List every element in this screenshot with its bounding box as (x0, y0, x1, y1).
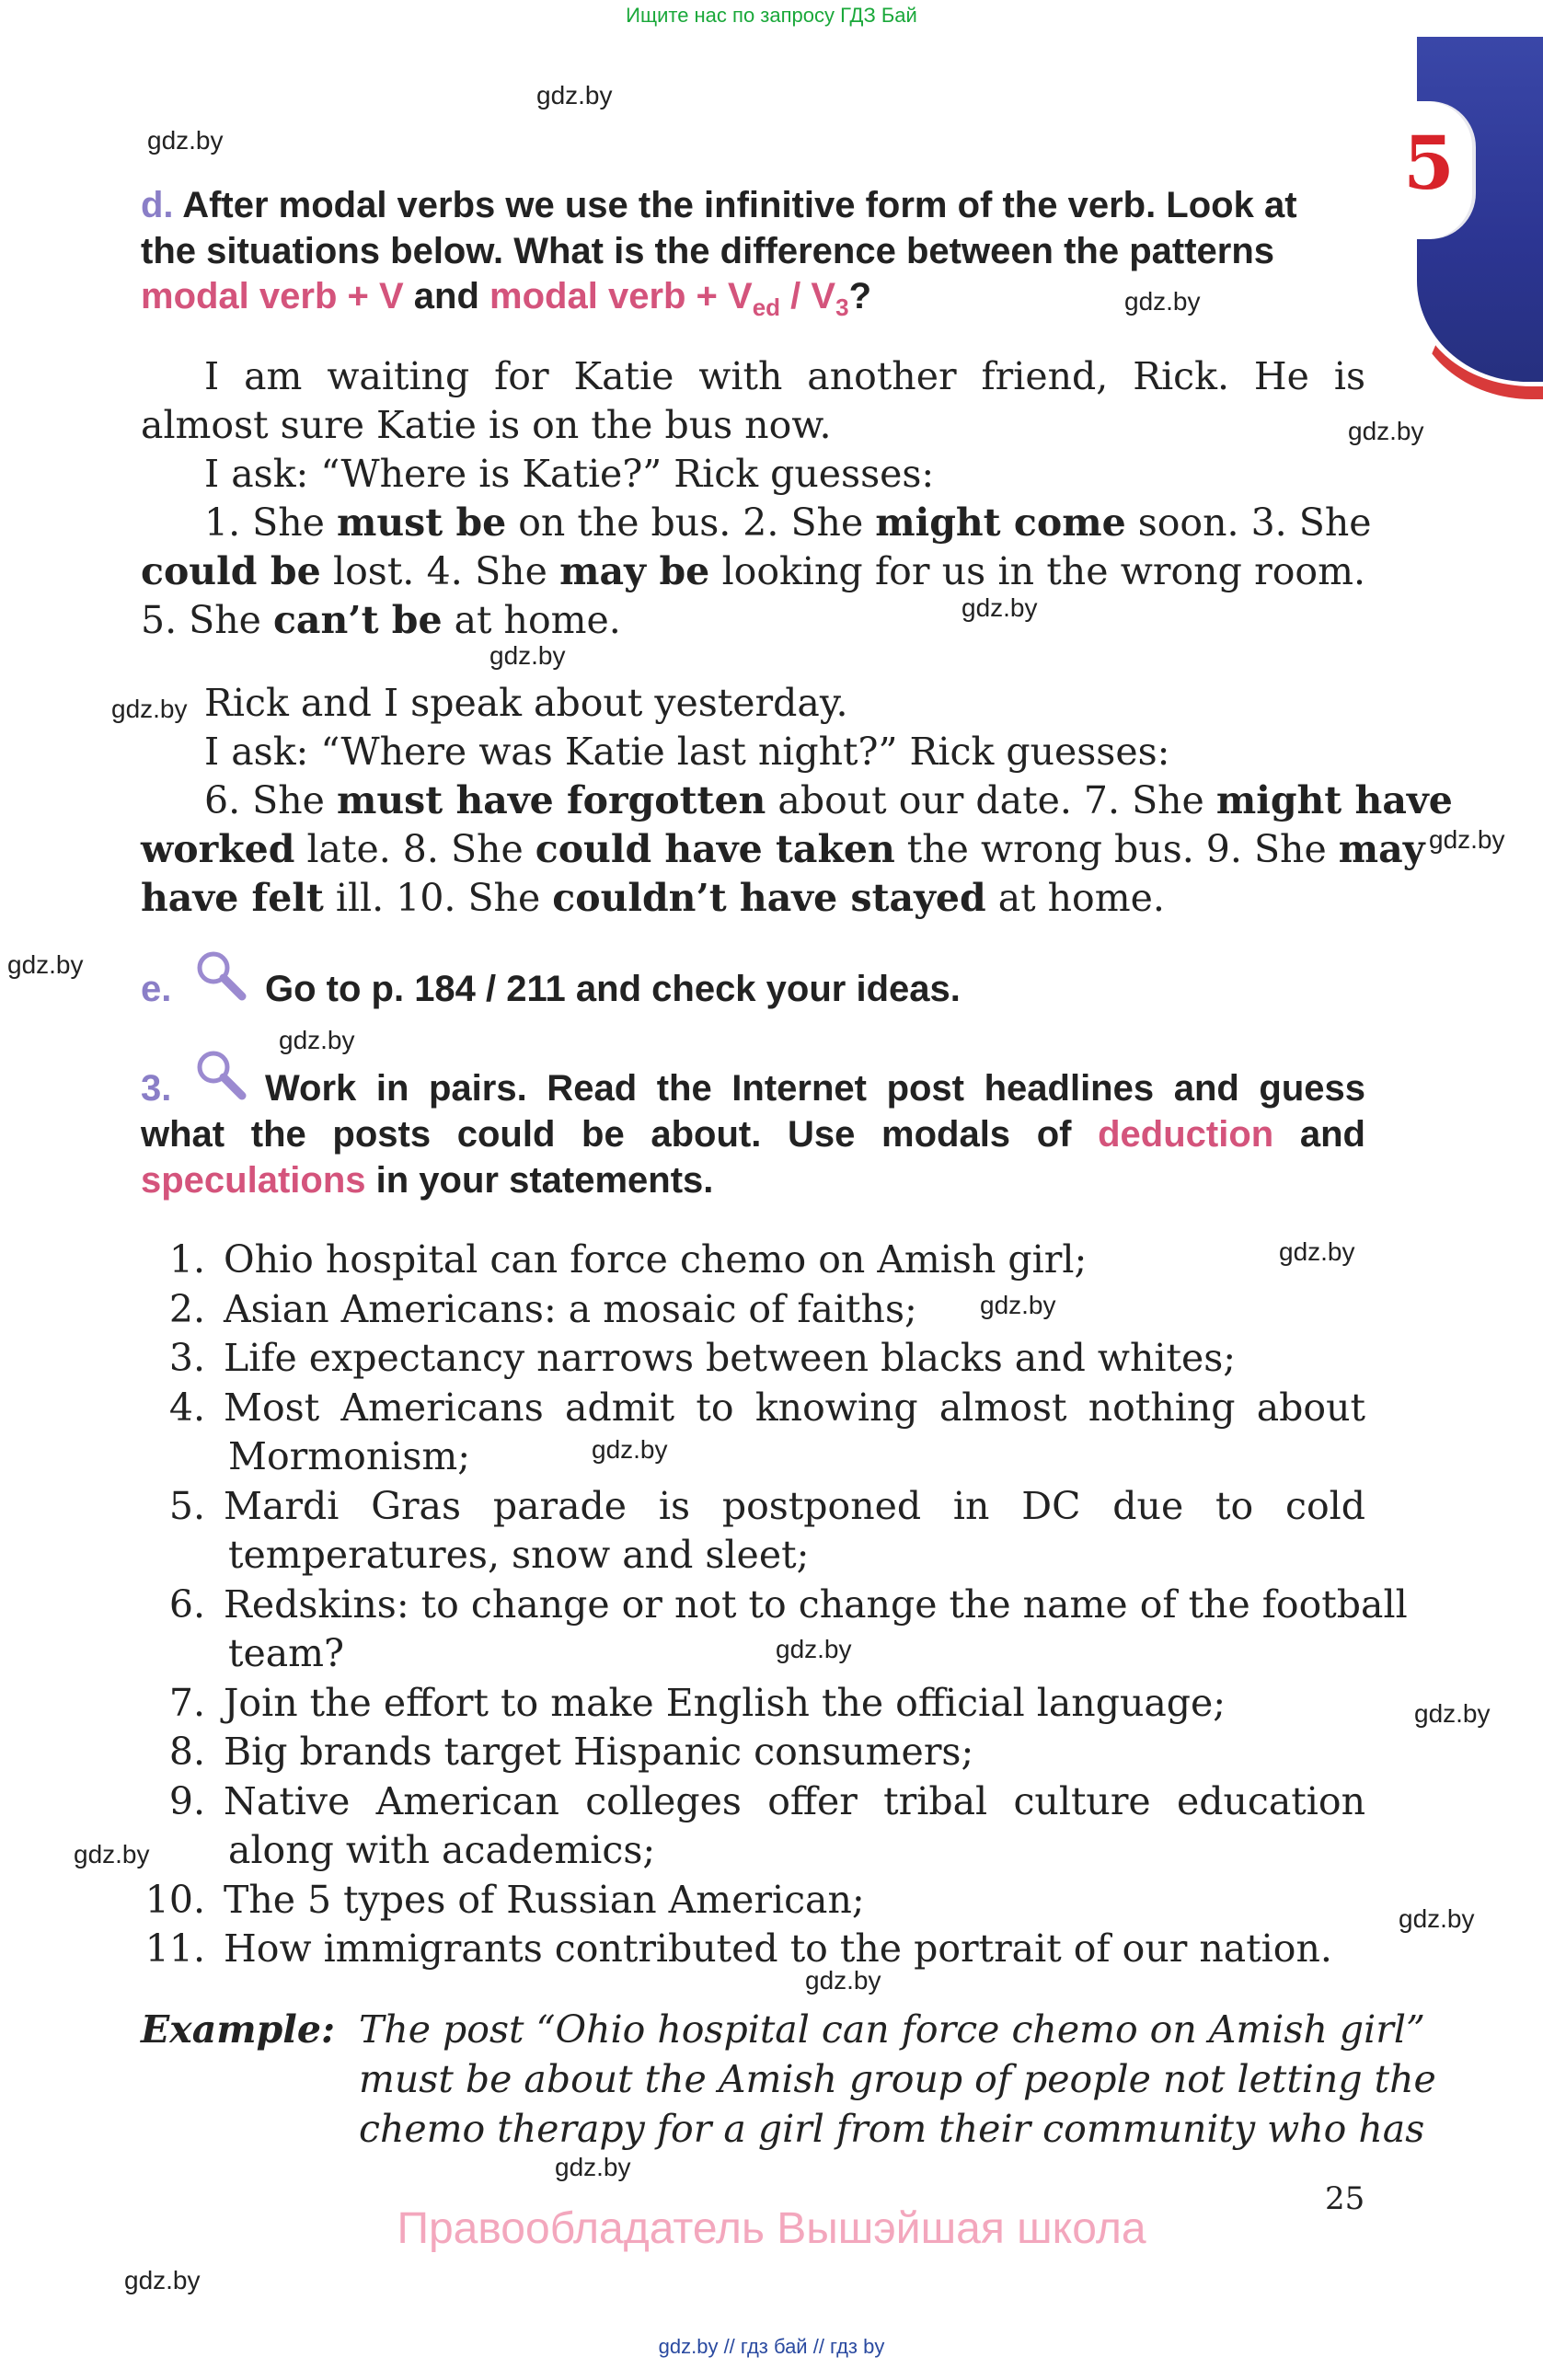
magnifier-icon (193, 1047, 248, 1102)
text2-guesses-line: worked late. 8. She could have taken the wrong bus. 9. She may (141, 827, 1425, 871)
watermark: gdz.by (1429, 825, 1505, 854)
watermark: gdz.by (147, 126, 224, 155)
headline-text: Redskins: to change or not to change the name of the football (224, 1581, 1408, 1627)
example-line: must be about the Amish group of people not letting the (359, 2057, 1436, 2101)
task-3-label: 3. (141, 1068, 172, 1109)
task-e-text: Go to p. 184 / 211 and check your ideas. (265, 969, 961, 1009)
headline-text: team? (228, 1631, 345, 1675)
headline-text: Mardi Gras parade is postponed in DC due to cold (224, 1483, 1365, 1528)
headline-text: Most Americans admit to knowing almost nothing about (224, 1385, 1365, 1430)
task-3-line-2: what the posts could be about. Use modals of deduction and (141, 1114, 1365, 1155)
headline-number: 1. (168, 1237, 205, 1282)
watermark: gdz.by (961, 593, 1038, 622)
task-3-line-3: speculations in your statements. (141, 1160, 714, 1201)
magnifier-icon (193, 948, 248, 1003)
pattern-1: modal verb + V (141, 276, 404, 316)
headline-text: Asian Americans: a mosaic of faiths; (224, 1286, 917, 1331)
headline-number: 2. (168, 1286, 205, 1331)
watermark: gdz.by (1279, 1237, 1355, 1266)
headline-text: Ohio hospital can force chemo on Amish girl; (224, 1237, 1088, 1282)
watermark: gdz.by (1414, 1699, 1491, 1728)
bottom-note: gdz.by // гдз бай // гдз by (658, 2335, 885, 2358)
task-d-line-2: the situations below. What is the difference between the patterns (141, 231, 1275, 271)
watermark: gdz.by (555, 2153, 631, 2181)
watermark: gdz.by (7, 950, 84, 979)
example-line: The post “Ohio hospital can force chemo on Amish girl” (359, 2007, 1425, 2052)
headline-text: Life expectancy narrows between blacks and whites; (224, 1336, 1237, 1380)
headline-text: Big brands target Hispanic consumers; (224, 1730, 974, 1774)
watermark: gdz.by (111, 695, 188, 723)
text2-guesses-line: 6. She must have forgotten about our date. 7. She might have (204, 778, 1453, 822)
unit-tab-stripe (1412, 276, 1543, 399)
task-3-line-1: Work in pairs. Read the Internet post headlines and guess (265, 1068, 1365, 1109)
example-label: Example: (141, 2007, 336, 2052)
task-d-line-3: modal verb + V and modal verb + $V_{ed} / V_3$? (141, 276, 871, 321)
watermark: gdz.by (124, 2266, 201, 2294)
headline-number: 8. (168, 1730, 205, 1774)
headline-number: 9. (168, 1778, 205, 1823)
watermark: gdz.by (1399, 1904, 1475, 1933)
headline-text: along with academics; (228, 1828, 656, 1872)
copyright-notice: Правообладатель Вышэйшая школа (397, 2204, 1146, 2253)
watermark: gdz.by (489, 641, 566, 670)
text1-guesses-line: could be lost. 4. She may be looking for us in the wrong room. (141, 549, 1366, 593)
headline-text: Mormonism; (228, 1434, 471, 1478)
text2-paragraph: Rick and I speak about yesterday. (204, 681, 848, 725)
watermark: gdz.by (776, 1635, 852, 1663)
headline-text: temperatures, snow and sleet; (228, 1533, 810, 1577)
watermark: gdz.by (1348, 417, 1424, 445)
text2-guesses-line: have felt ill. 10. She couldn’t have stayed at home. (141, 876, 1165, 920)
headline-number: 10. (144, 1877, 205, 1922)
headline-number: 4. (168, 1385, 205, 1430)
pattern-2: modal verb + $V_{ed} / V_3$ (489, 276, 849, 321)
text1-paragraph-line: almost sure Katie is on the bus now. (141, 403, 832, 447)
task-d-label: d. (141, 185, 174, 225)
headline-number: 7. (168, 1680, 205, 1725)
watermark: gdz.by (279, 1026, 355, 1054)
watermark: gdz.by (592, 1435, 668, 1464)
top-note: Ищите нас по запросу ГДЗ Бай (626, 4, 917, 27)
headline-text: Join the effort to make English the official language; (224, 1680, 1226, 1725)
headline-text: Native American colleges offer tribal culture education (224, 1778, 1365, 1823)
watermark: gdz.by (805, 1966, 881, 1995)
watermark: gdz.by (980, 1291, 1056, 1319)
page-number: 25 (1325, 2180, 1365, 2217)
text2-question: I ask: “Where was Katie last night?” Rick guesses: (204, 730, 1170, 774)
task-e-label: e. (141, 969, 172, 1009)
unit-number: 5 (1403, 120, 1455, 206)
text1-guesses-line: 1. She must be on the bus. 2. She might come soon. 3. She (204, 500, 1372, 545)
headline-number: 11. (144, 1926, 205, 1971)
text1-guesses-line: 5. She can’t be at home. (141, 598, 621, 642)
watermark: gdz.by (74, 1840, 150, 1868)
headline-number: 5. (168, 1483, 205, 1528)
watermark: gdz.by (1124, 287, 1201, 316)
example-line: chemo therapy for a girl from their community who has (359, 2107, 1425, 2151)
watermark: gdz.by (536, 81, 613, 109)
text1-question: I ask: “Where is Katie?” Rick guesses: (204, 452, 935, 496)
task-d-line-1: d. After modal verbs we use the infinitive form of the verb. Look at (141, 185, 1297, 225)
headline-number: 6. (168, 1581, 205, 1627)
headline-number: 3. (168, 1336, 205, 1380)
text1-paragraph-line: I am waiting for Katie with another friend, Rick. He is (204, 354, 1365, 398)
headline-text: The 5 types of Russian American; (224, 1877, 865, 1922)
headline-text: How immigrants contributed to the portrait of our nation. (224, 1926, 1332, 1971)
